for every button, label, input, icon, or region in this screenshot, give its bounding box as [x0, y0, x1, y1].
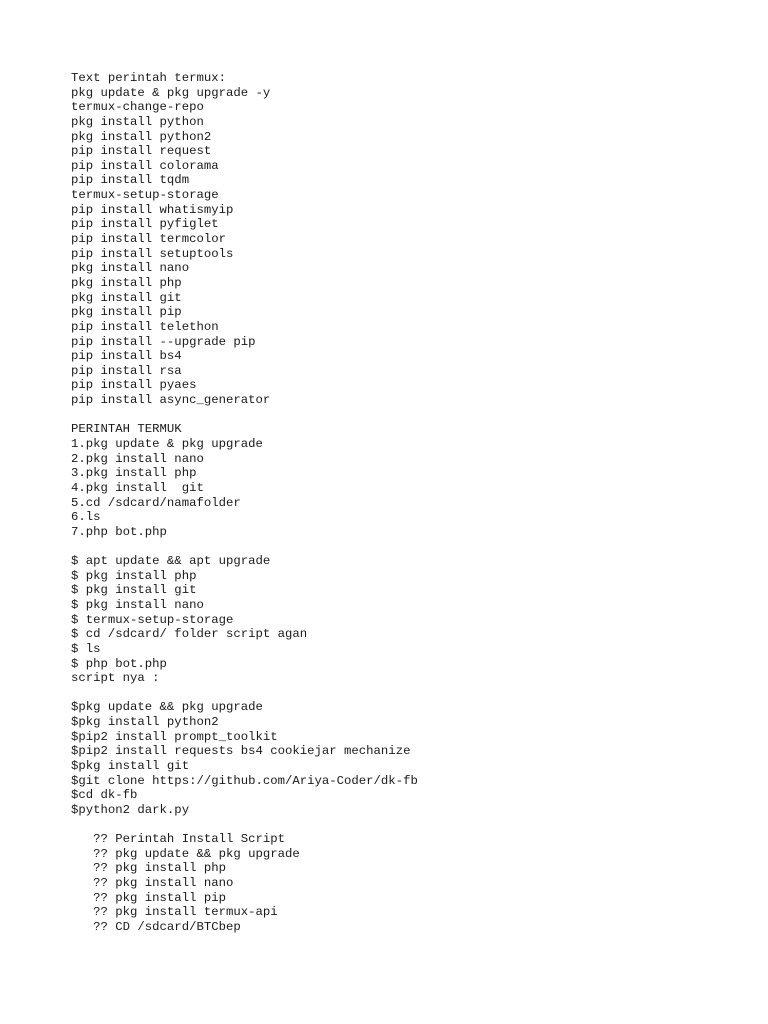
text-line: $ termux-setup-storage [71, 612, 234, 627]
text-block [71, 71, 731, 408]
text-line: 7.php bot.php [71, 524, 167, 539]
text-line: pkg install nano [71, 261, 190, 276]
text-line: pip install pyfiglet [71, 217, 219, 232]
text-line: 3.pkg install php [71, 466, 197, 481]
text-line: pkg update & pkg upgrade -y [71, 85, 271, 100]
text-block [71, 832, 731, 934]
text-line: ?? pkg install pip [71, 890, 226, 905]
text-line: 6.ls [71, 510, 101, 525]
text-line: 5.cd /sdcard/namafolder [71, 495, 241, 510]
text-line: $ cd /sdcard/ folder script agan [71, 627, 308, 642]
text-line: $pkg install python2 [71, 715, 219, 730]
text-block [71, 554, 731, 686]
text-line: $pip2 install requests bs4 cookiejar mechanize [71, 744, 411, 759]
text-line: pkg install python [71, 114, 204, 129]
text-line: $ ls [71, 641, 101, 656]
text-line: ?? pkg install php [71, 861, 226, 876]
text-line: $ pkg install git [71, 583, 197, 598]
text-line: script nya : [71, 671, 160, 686]
text-line: pkg install pip [71, 305, 182, 320]
text-line: $cd dk-fb [71, 788, 138, 803]
text-line: pip install request [71, 144, 212, 159]
text-line: termux-change-repo [71, 100, 204, 115]
text-line: pip install telethon [71, 319, 219, 334]
text-line: pip install termcolor [71, 232, 226, 247]
text-line: $git clone https://github.com/Ariya-Coder/dk-fb [71, 773, 418, 788]
text-line: PERINTAH TERMUK [71, 422, 182, 437]
text-line: $ apt update && apt upgrade [71, 554, 271, 569]
text-line: pip install pyaes [71, 378, 197, 393]
document-page [71, 71, 731, 935]
text-block [71, 700, 731, 817]
text-line: pkg install php [71, 275, 182, 290]
text-block [71, 422, 731, 539]
text-line: pip install rsa [71, 363, 182, 378]
text-line: pip install setuptools [71, 246, 234, 261]
text-line: 2.pkg install nano [71, 451, 204, 466]
text-line: ?? pkg update && pkg upgrade [71, 846, 300, 861]
text-line: pkg install git [71, 290, 182, 305]
text-line: $python2 dark.py [71, 802, 190, 817]
text-line: ?? pkg install termux-api [71, 905, 278, 920]
text-line: pkg install python2 [71, 129, 212, 144]
text-line: $pkg install git [71, 758, 190, 773]
text-line: $ pkg install php [71, 568, 197, 583]
text-line: pip install whatismyip [71, 202, 234, 217]
text-line: pip install --upgrade pip [71, 334, 256, 349]
text-line: ?? pkg install nano [71, 876, 234, 891]
text-line: termux-setup-storage [71, 188, 219, 203]
text-line: ?? CD /sdcard/BTCbep [71, 919, 241, 934]
text-line: $pip2 install prompt_toolkit [71, 729, 278, 744]
text-line: pip install colorama [71, 158, 219, 173]
text-line: pip install async_generator [71, 393, 271, 408]
text-line: $ php bot.php [71, 656, 167, 671]
text-line: pip install tqdm [71, 173, 190, 188]
text-line: 1.pkg update & pkg upgrade [71, 436, 263, 451]
text-line: 4.pkg install git [71, 480, 204, 495]
text-line: ?? Perintah Install Script [71, 832, 286, 847]
text-line: $ pkg install nano [71, 597, 204, 612]
text-line: $pkg update && pkg upgrade [71, 700, 263, 715]
text-line: pip install bs4 [71, 349, 182, 364]
text-line: Text perintah termux: [71, 71, 226, 85]
